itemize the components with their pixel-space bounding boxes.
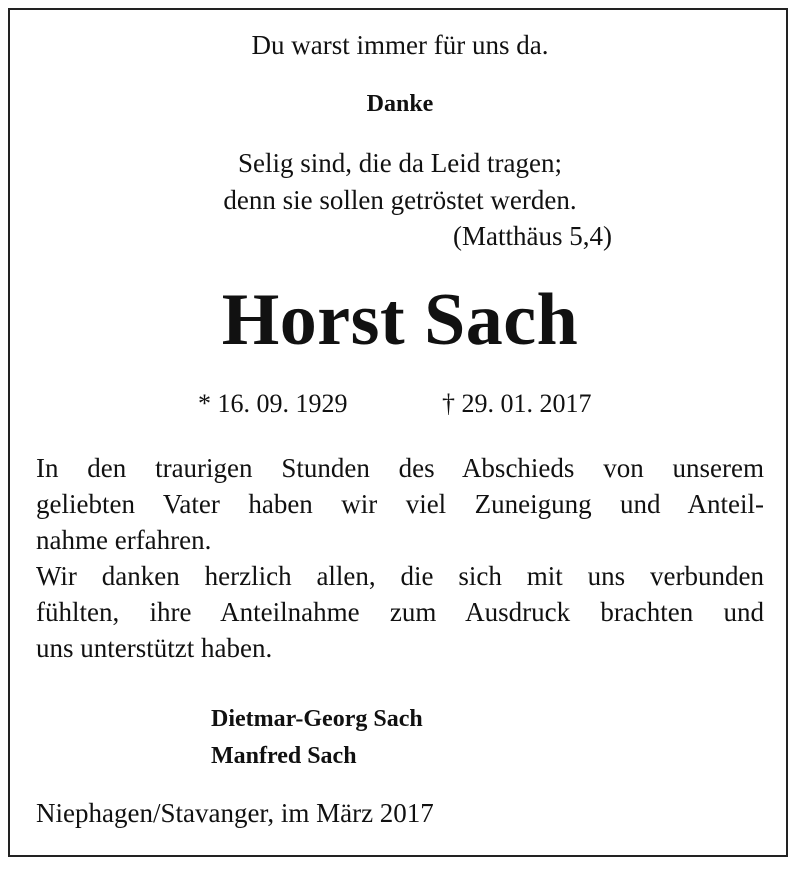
verse-line-2: denn sie sollen getröstet werden. xyxy=(223,185,577,215)
thanks-paragraph-1 xyxy=(36,450,764,558)
paragraph-line: fühlten, ihre Anteilnahme zum Ausdruck brachten und xyxy=(36,597,764,627)
verse-line-1: Selig sind, die da Leid tragen; xyxy=(238,148,562,178)
paragraph-line: uns unterstützt haben. xyxy=(36,633,273,663)
paragraph-line: nahme erfahren. xyxy=(36,525,212,555)
verse-source: (Matthäus 5,4) xyxy=(453,221,612,251)
death-date: † 29. 01. 2017 xyxy=(442,389,592,418)
thanks-heading: Danke xyxy=(366,91,434,117)
intro-line: Du warst immer für uns da. xyxy=(251,30,549,60)
paragraph-line: Wir danken herzlich allen, die sich mit uns verbunden xyxy=(36,561,764,591)
paragraph-line: geliebten Vater haben wir viel Zuneigung und Anteil- xyxy=(36,489,764,519)
place-and-date: Niephagen/Stavanger, im März 2017 xyxy=(36,798,434,828)
paragraph-line: In den traurigen Stunden des Abschieds von unserem xyxy=(36,453,764,483)
signer-name: Dietmar-Georg Sach xyxy=(211,706,423,732)
signer-name: Manfred Sach xyxy=(211,743,357,769)
deceased-name: Horst Sach xyxy=(221,279,579,361)
birth-date: * 16. 09. 1929 xyxy=(198,389,348,418)
thanks-paragraph-2 xyxy=(36,558,764,666)
